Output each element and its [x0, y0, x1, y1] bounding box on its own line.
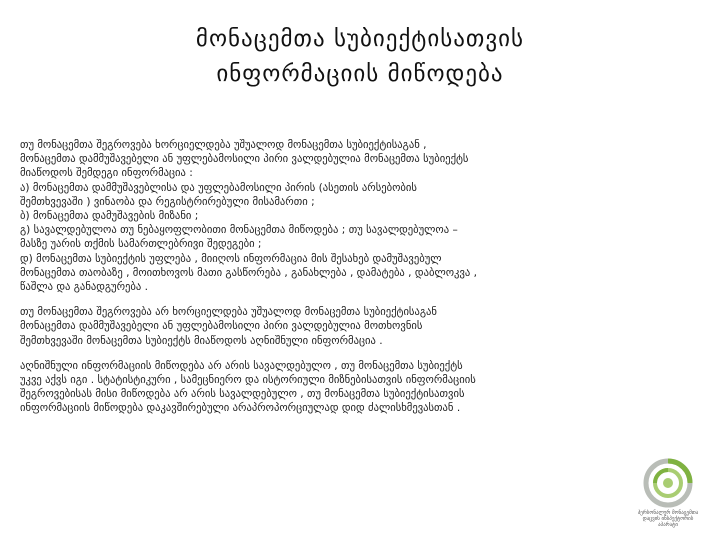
text-line: თუ მონაცემთა შეგროვება არ ხორციელდება უშუალოდ მონაცემთა სუბიექტისაგან — [20, 306, 437, 319]
text-line: ბ) მონაცემთა დამუშავების მიზანი ; — [20, 210, 199, 223]
text-line: აღნიშნული ინფორმაციის მიწოდება არ არის სავალდებულო , თუ მონაცემთა სუბიექტს — [20, 359, 463, 372]
text-line: მიაწოდოს შემდეგი ინფორმაცია : — [20, 167, 193, 180]
text-line: მონაცემთა დამმუშავებელი ან უფლებამოსილი პირი ვალდებულია მოთხოვნის — [20, 320, 423, 333]
inspector-circle-logo-icon — [643, 458, 693, 508]
text-line: წაშლა და განადგურება . — [20, 281, 148, 294]
inspector-logo — [628, 458, 708, 536]
text-line: თუ მონაცემთა შეგროვება ხორციელდება უშუალოდ მონაცემთა სუბიექტისაგან , — [20, 139, 427, 151]
logo-caption-line: პერსონალურ მონაცემთა — [637, 510, 699, 516]
page-title-line-1: მონაცემთა სუბიექტისათვის — [195, 26, 525, 52]
logo-caption-line: დაცვის ინსპექტორის — [642, 516, 694, 522]
logo-caption-line: აპარატი — [658, 522, 678, 528]
text-line: შემთხვევაში მონაცემთა სუბიექტს მიაწოდოს აღნიშნული ინფორმაცია . — [20, 334, 383, 347]
text-line: შემთხვევაში ) ვინაობა და რეგისტრირებული მისამართი ; — [20, 195, 315, 208]
paragraph-indirect-collection — [20, 305, 710, 348]
text-line: დ) მონაცემთა სუბიექტის უფლება , მიიღოს ინფორმაცია მის შესახებ დამუშავებულ — [20, 252, 442, 265]
text-line: ინფორმაციის მიწოდება დაკავშირებული არაპროპორციულად დიდ ძალისხმევასთან . — [20, 402, 461, 415]
text-line: მასზე უარის თქმის სამართლებრივი შედეგები ; — [20, 238, 262, 251]
page-title-line-2: ინფორმაციის მიწოდება — [216, 61, 504, 87]
paragraph-direct-collection — [20, 138, 710, 294]
text-line: უკვე აქვს იგი . სტატისტიკური , სამეცნიერო და ისტორიული მიზნებისათვის ინფორმაციის — [20, 374, 476, 387]
logo-center-dot — [663, 478, 673, 488]
text-line: შეგროვებისას მისი მიწოდება არ არის სავალდებულო , თუ მონაცემთა სუბიექტისათვის — [20, 388, 465, 401]
text-line: ა) მონაცემთა დამმუშავებლისა და უფლებამოსილი პირის (ასეთის არსებობის — [20, 181, 417, 194]
paragraph-exceptions — [20, 359, 710, 416]
text-line: მონაცემთა დამმუშავებელი ან უფლებამოსილი პირი ვალდებულია მონაცემთა სუბიექტს — [20, 153, 469, 166]
logo-caption — [628, 510, 708, 528]
text-line: გ) სავალდებულოა თუ ნებაყოფლობითი მონაცემთა მიწოდება ; თუ სავალდებულოა – — [20, 224, 458, 237]
text-line: მონაცემთა თაობაზე , მოითხოვოს მათი გასწორება , განახლება , დამატება , დაბლოკვა , — [20, 266, 477, 279]
document-body — [20, 138, 710, 425]
